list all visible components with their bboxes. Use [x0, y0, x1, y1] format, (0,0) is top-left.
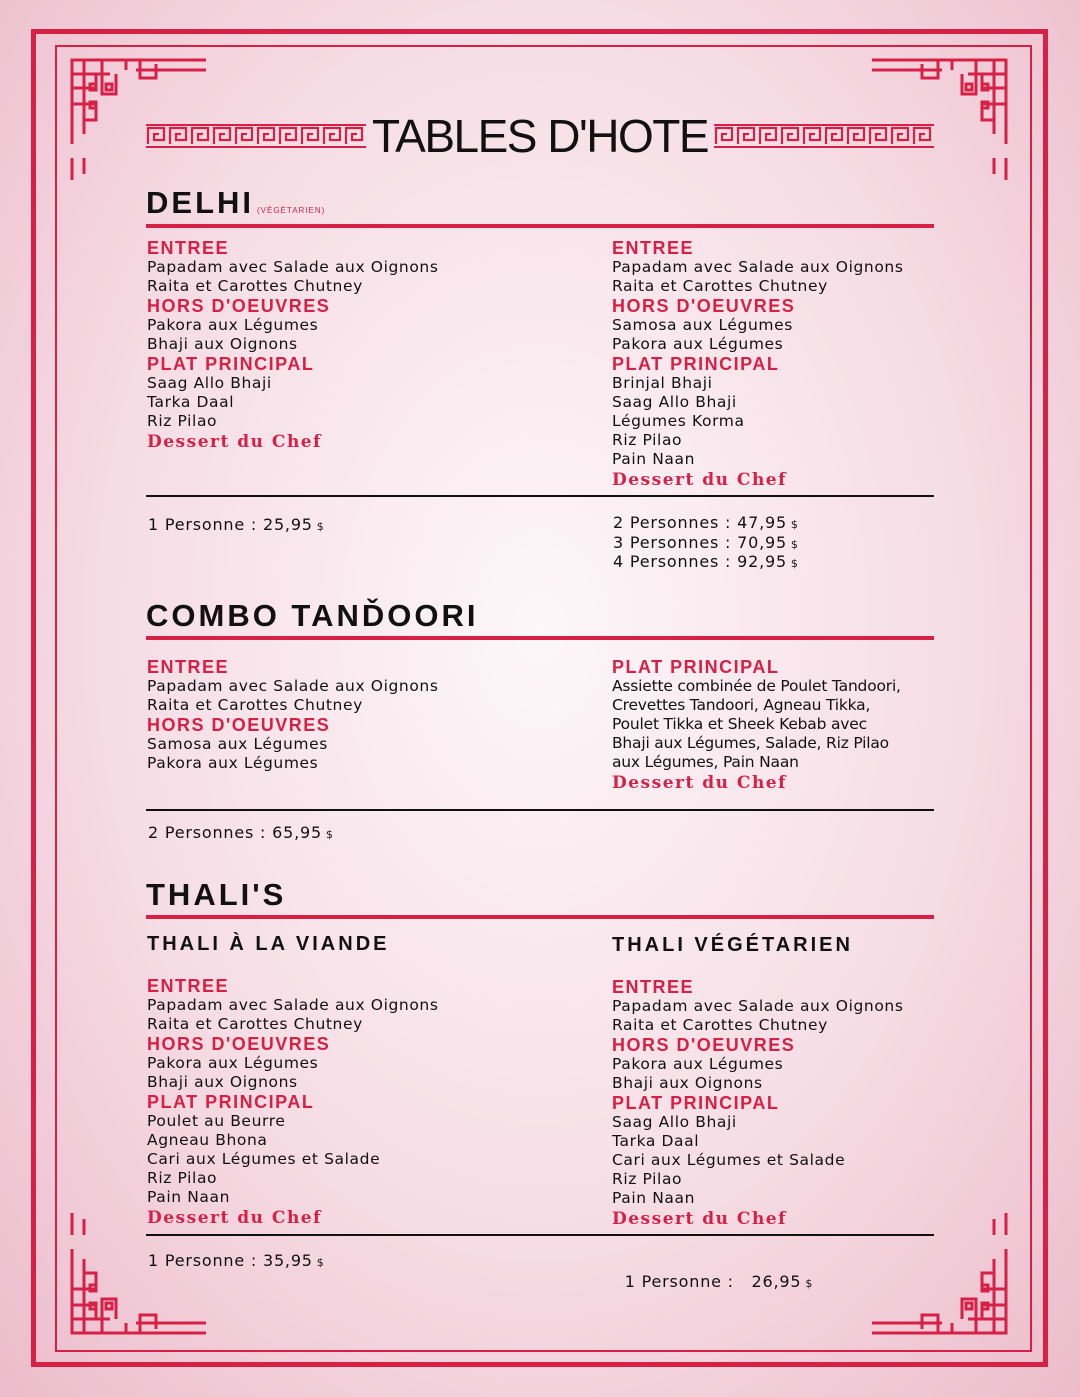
combo-right-column: [612, 657, 942, 794]
menu-item: Saag Allo Bhaji: [147, 374, 272, 392]
menu-item: Bhaji aux Oignons: [612, 1074, 763, 1092]
course-heading: ENTREE: [147, 238, 230, 258]
menu-item: Papadam avec Salade aux Oignons: [147, 258, 439, 276]
menu-item: Cari aux Légumes et Salade: [612, 1151, 846, 1169]
price-line: [613, 513, 799, 535]
page-title: TABLES D'HOTE: [371, 110, 709, 162]
menu-item: Assiette combinée de Poulet Tandoori,: [612, 677, 901, 695]
dessert-label: Dessert du Chef: [612, 470, 787, 490]
menu-item: Poulet Tikka et Sheek Kebab avec: [612, 715, 867, 733]
price-line: [148, 823, 334, 845]
price-rule: [146, 1234, 934, 1236]
price-text: 4 Personnes : 92,95: [613, 552, 787, 571]
greek-key-band-ornament-icon: [714, 124, 934, 148]
course-heading: ENTREE: [147, 657, 230, 677]
menu-item: Riz Pilao: [612, 431, 683, 449]
dessert-label: Dessert du Chef: [147, 432, 322, 452]
greek-key-band-ornament-icon: [146, 124, 366, 148]
menu-item: Riz Pilao: [147, 412, 218, 430]
section-title-combo: [146, 598, 478, 634]
menu-item: Cari aux Légumes et Salade: [147, 1150, 381, 1168]
section-title-delhi: [146, 185, 325, 221]
menu-item: Papadam avec Salade aux Oignons: [612, 997, 904, 1015]
dessert-label: Dessert du Chef: [147, 1208, 322, 1228]
currency-symbol: $: [325, 828, 334, 841]
section-title-thali: [146, 877, 286, 913]
currency-symbol: $: [790, 538, 799, 551]
menu-item: Pain Naan: [147, 1188, 231, 1206]
price-text: 2 Personnes : 65,95: [148, 823, 322, 842]
section-note: (VÉGÉTARIEN): [257, 206, 326, 215]
course-heading: HORS D'OEUVRES: [147, 715, 331, 735]
thali-subtitle: THALI VÉGÉTARIEN: [612, 934, 853, 956]
price-text: 1 Personne : 25,95: [148, 515, 313, 534]
course-heading: PLAT PRINCIPAL: [612, 657, 780, 677]
menu-item: Poulet au Beurre: [147, 1112, 286, 1130]
currency-symbol: $: [316, 1256, 325, 1269]
price-line: [613, 1252, 813, 1294]
menu-item: Légumes Korma: [612, 412, 745, 430]
course-heading: HORS D'OEUVRES: [612, 1035, 796, 1055]
menu-item: Samosa aux Légumes: [147, 735, 328, 753]
menu-item: Bhaji aux Légumes, Salade, Riz Pilao: [612, 734, 889, 752]
currency-symbol: $: [790, 518, 799, 531]
delhi-left-column: [147, 238, 477, 453]
menu-item: Tarka Daal: [147, 393, 235, 411]
course-heading: HORS D'OEUVRES: [147, 1034, 331, 1054]
thali-subtitle: THALI À LA VIANDE: [147, 933, 390, 955]
course-heading: PLAT PRINCIPAL: [612, 354, 780, 374]
menu-item: Raita et Carottes Chutney: [147, 696, 363, 714]
menu-item: Raita et Carottes Chutney: [612, 1016, 828, 1034]
price-line: [148, 1251, 325, 1273]
menu-item: Pain Naan: [612, 450, 696, 468]
menu-item: Pakora aux Légumes: [612, 1055, 784, 1073]
price-text: 3 Personnes : 70,95: [613, 533, 787, 552]
price-rule: [146, 495, 934, 497]
menu-item: aux Légumes, Pain Naan: [612, 753, 799, 771]
menu-item: Brinjal Bhaji: [612, 374, 713, 392]
section-rule: [146, 224, 934, 228]
section-title-text: DELHI: [146, 185, 254, 220]
menu-item: Saag Allo Bhaji: [612, 1113, 737, 1131]
title-row: [146, 108, 934, 164]
course-heading: PLAT PRINCIPAL: [147, 1092, 315, 1112]
menu-item: Bhaji aux Oignons: [147, 335, 298, 353]
menu-item: Riz Pilao: [147, 1169, 218, 1187]
menu-item: Raita et Carottes Chutney: [147, 1015, 363, 1033]
menu-item: Papadam avec Salade aux Oignons: [147, 996, 439, 1014]
menu-item: Tarka Daal: [612, 1132, 700, 1150]
menu-item: Pakora aux Légumes: [612, 335, 784, 353]
menu-item: Saag Allo Bhaji: [612, 393, 737, 411]
thali-viande-column: [147, 933, 477, 1229]
section-rule: [146, 636, 934, 640]
dessert-label: Dessert du Chef: [612, 773, 787, 793]
course-heading: PLAT PRINCIPAL: [147, 354, 315, 374]
course-heading: ENTREE: [612, 238, 695, 258]
menu-item: Agneau Bhona: [147, 1131, 268, 1149]
menu-item: Raita et Carottes Chutney: [612, 277, 828, 295]
delhi-right-column: [612, 238, 942, 491]
menu-item: Pakora aux Légumes: [147, 754, 319, 772]
menu-item: Crevettes Tandoori, Agneau Tikka,: [612, 696, 871, 714]
menu-item: Raita et Carottes Chutney: [147, 277, 363, 295]
course-heading: ENTREE: [612, 977, 695, 997]
menu-item: Samosa aux Légumes: [612, 316, 793, 334]
dessert-label: Dessert du Chef: [612, 1209, 787, 1229]
thali-vegetarien-column: [612, 934, 942, 1230]
section-title-text: THALI'S: [146, 877, 287, 912]
course-heading: PLAT PRINCIPAL: [612, 1093, 780, 1113]
course-heading: HORS D'OEUVRES: [612, 296, 796, 316]
course-heading: HORS D'OEUVRES: [147, 296, 331, 316]
section-rule: [146, 915, 934, 919]
menu-item: Bhaji aux Oignons: [147, 1073, 298, 1091]
menu-item: Papadam avec Salade aux Oignons: [612, 258, 904, 276]
menu-item: Pakora aux Légumes: [147, 316, 319, 334]
section-title-text: COMBO TANĎOORI: [146, 598, 479, 633]
combo-left-column: [147, 657, 477, 773]
price-text: 1 Personne : 26,95: [624, 1272, 802, 1291]
price-line: [148, 515, 325, 537]
price-rule: [146, 809, 934, 811]
price-line: [613, 552, 799, 574]
currency-symbol: $: [316, 520, 325, 533]
menu-item: Papadam avec Salade aux Oignons: [147, 677, 439, 695]
course-heading: ENTREE: [147, 976, 230, 996]
price-text: 1 Personne : 35,95: [148, 1251, 313, 1270]
menu-item: Pain Naan: [612, 1189, 696, 1207]
currency-symbol: $: [790, 557, 799, 570]
price-text: 2 Personnes : 47,95: [613, 513, 787, 532]
menu-item: Pakora aux Légumes: [147, 1054, 319, 1072]
menu-item: Riz Pilao: [612, 1170, 683, 1188]
currency-symbol: $: [805, 1277, 814, 1290]
